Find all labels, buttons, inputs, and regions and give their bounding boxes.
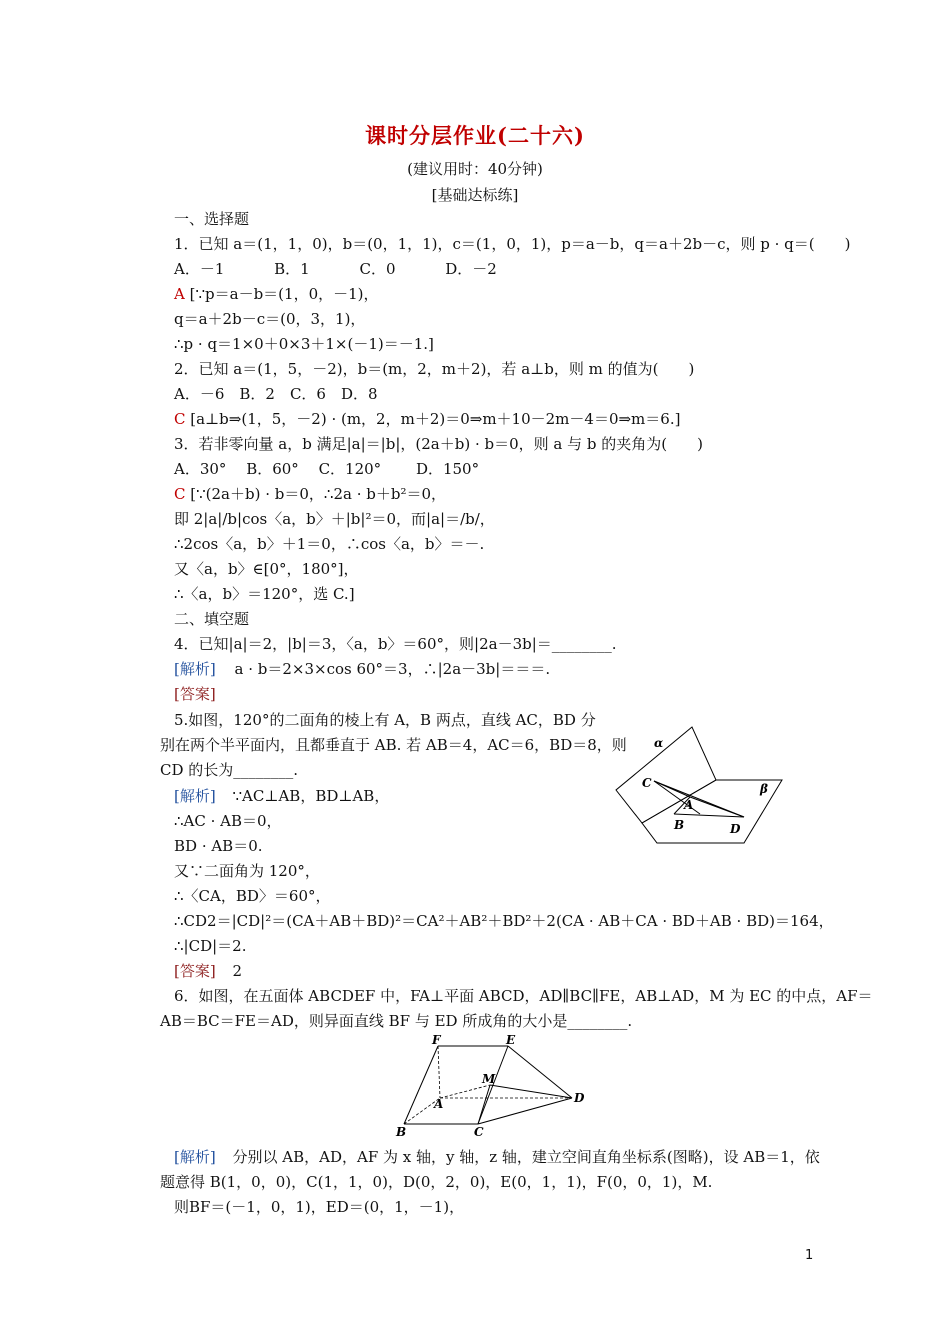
figure-label: α [654, 736, 664, 750]
solution-line: ∴AC · AB＝0， [174, 812, 282, 830]
question-stem: 6．如图，在五面体 ABCDEF 中，FA⊥平面 ABCD，AD∥BC∥FE，AB⊥AD，M 为 EC 的中点，AF＝ [174, 987, 873, 1005]
time-hint: (建议用时：40分钟) [407, 160, 543, 178]
solution-line: q＝a＋2b－c＝(0，3，1)， [174, 310, 366, 328]
solution-line: ∴2cos〈a，b〉＋1＝0，∴cos〈a，b〉＝－. [174, 535, 485, 553]
solution-line: 即 2|a|/b|cos〈a，b〉＋|b|²＝0，而|a|＝/b/， [174, 510, 495, 528]
solution-line [174, 409, 680, 429]
analysis-tag: [解析] [174, 660, 216, 678]
question-stem: 1．已知 a＝(1，1，0)，b＝(0，1，1)，c＝(1，0，1)，p＝a－b，q＝a＋2b－c，则 p · q＝( ) [174, 235, 851, 253]
solution-line: ∴〈a，b〉＝120°，选 C.] [174, 585, 355, 603]
figure-label: B [396, 1125, 407, 1139]
figure-label: F [432, 1034, 441, 1047]
analysis-line [174, 659, 550, 679]
dihedral-angle-figure [612, 725, 784, 847]
part-heading: 一、选择题 [174, 210, 250, 228]
question-stem: AB＝BC＝FE＝AD，则异面直线 BF 与 ED 所成角的大小是________. [160, 1012, 633, 1030]
page-number: 1 [805, 1248, 814, 1263]
question-options: A．－6 B．2 C．6 D．8 [174, 385, 378, 403]
answer-tag: [答案] [174, 685, 216, 703]
figure-label: M [482, 1072, 496, 1086]
question-options: A．－1 B．1 C．0 D．－2 [174, 260, 497, 278]
solution-text: [a⊥b⇒(1，5，－2) · (m，2，m＋2)＝0⇒m＋10－2m－4＝0⇒m＝6.] [190, 410, 681, 428]
question-options: A．30° B．60° C．120° D．150° [174, 460, 480, 478]
solution-line: BD · AB＝0. [174, 837, 263, 855]
answer-line [174, 684, 216, 704]
analysis-text: a · b＝2×3×cos 60°＝3，∴|2a－3b|＝＝＝. [234, 660, 551, 678]
answer-text: 2 [232, 962, 243, 980]
solution-line [174, 284, 379, 304]
question-stem: 别在两个半平面内，且都垂直于 AB. 若 AB＝4，AC＝6，BD＝8，则 [160, 736, 627, 754]
figure-label: D [730, 822, 741, 836]
figure-label: β [760, 782, 768, 796]
solution-line: 题意得 B(1，0，0)，C(1，1，0)，D(0，2，0)，E(0，1，1)，F(0，0，1)，M. [160, 1173, 713, 1191]
pentahedron-figure [392, 1034, 592, 1140]
figure-label: E [506, 1034, 516, 1047]
figure-label: C [474, 1125, 484, 1139]
solution-text: [∵p＝a－b＝(1，0，－1)， [189, 285, 379, 303]
answer-tag: [答案] [174, 962, 216, 980]
question-stem: 4．已知|a|＝2，|b|＝3，〈a，b〉＝60°，则|2a－3b|＝________. [174, 635, 617, 653]
solution-line [174, 484, 446, 504]
question-stem: CD 的长为________. [160, 761, 299, 779]
figure-label: A [684, 798, 694, 812]
question-stem: 3．若非零向量 a，b 满足|a|＝|b|，(2a＋b) · b＝0，则 a 与 b 的夹角为( ) [174, 435, 703, 453]
solution-line: 又∵二面角为 120°， [174, 862, 320, 880]
solution-line: 则BF＝(－1，0，1)，ED＝(0，1，－1)， [174, 1198, 465, 1216]
question-stem: 2．已知 a＝(1，5，－2)，b＝(m，2，m＋2)，若 a⊥b，则 m 的值为( ) [174, 360, 695, 378]
figure-label: C [642, 776, 652, 790]
page-title: 课时分层作业(二十六) [365, 123, 585, 148]
figure-label: A [434, 1097, 444, 1111]
answer-letter: C [174, 410, 186, 428]
figure-label: B [674, 818, 685, 832]
analysis-text: 分别以 AB，AD，AF 为 x 轴，y 轴，z 轴，建立空间直角坐标系(图略)，设 AB＝1，依 [232, 1148, 820, 1166]
section-label: [基础达标练] [431, 186, 519, 204]
analysis-text: ∵AC⊥AB，BD⊥AB， [232, 787, 390, 805]
part-heading: 二、填空题 [174, 610, 250, 628]
analysis-line [174, 786, 389, 806]
analysis-tag: [解析] [174, 1148, 216, 1166]
answer-letter: C [174, 485, 186, 503]
analysis-line [174, 1147, 820, 1167]
solution-line: ∴〈CA，BD〉＝60°， [174, 887, 331, 905]
solution-line: ∴p · q＝1×0＋0×3＋1×(－1)＝－1.] [174, 335, 434, 353]
answer-letter: A [174, 285, 185, 303]
analysis-tag: [解析] [174, 787, 216, 805]
solution-text: [∵(2a＋b) · b＝0，∴2a · b＋b²＝0， [190, 485, 446, 503]
solution-line: ∴CD2＝|CD|²＝(CA＋AB＋BD)²＝CA²＋AB²＋BD²＋2(CA · AB＋CA · BD＋AB · BD)＝164， [174, 912, 834, 930]
answer-line [174, 961, 242, 981]
solution-line: ∴|CD|＝2. [174, 937, 247, 955]
figure-label: D [574, 1091, 585, 1105]
question-stem: 5.如图，120°的二面角的棱上有 A，B 两点，直线 AC，BD 分 [174, 711, 596, 729]
solution-line: 又〈a，b〉∈[0°，180°]， [174, 560, 359, 578]
